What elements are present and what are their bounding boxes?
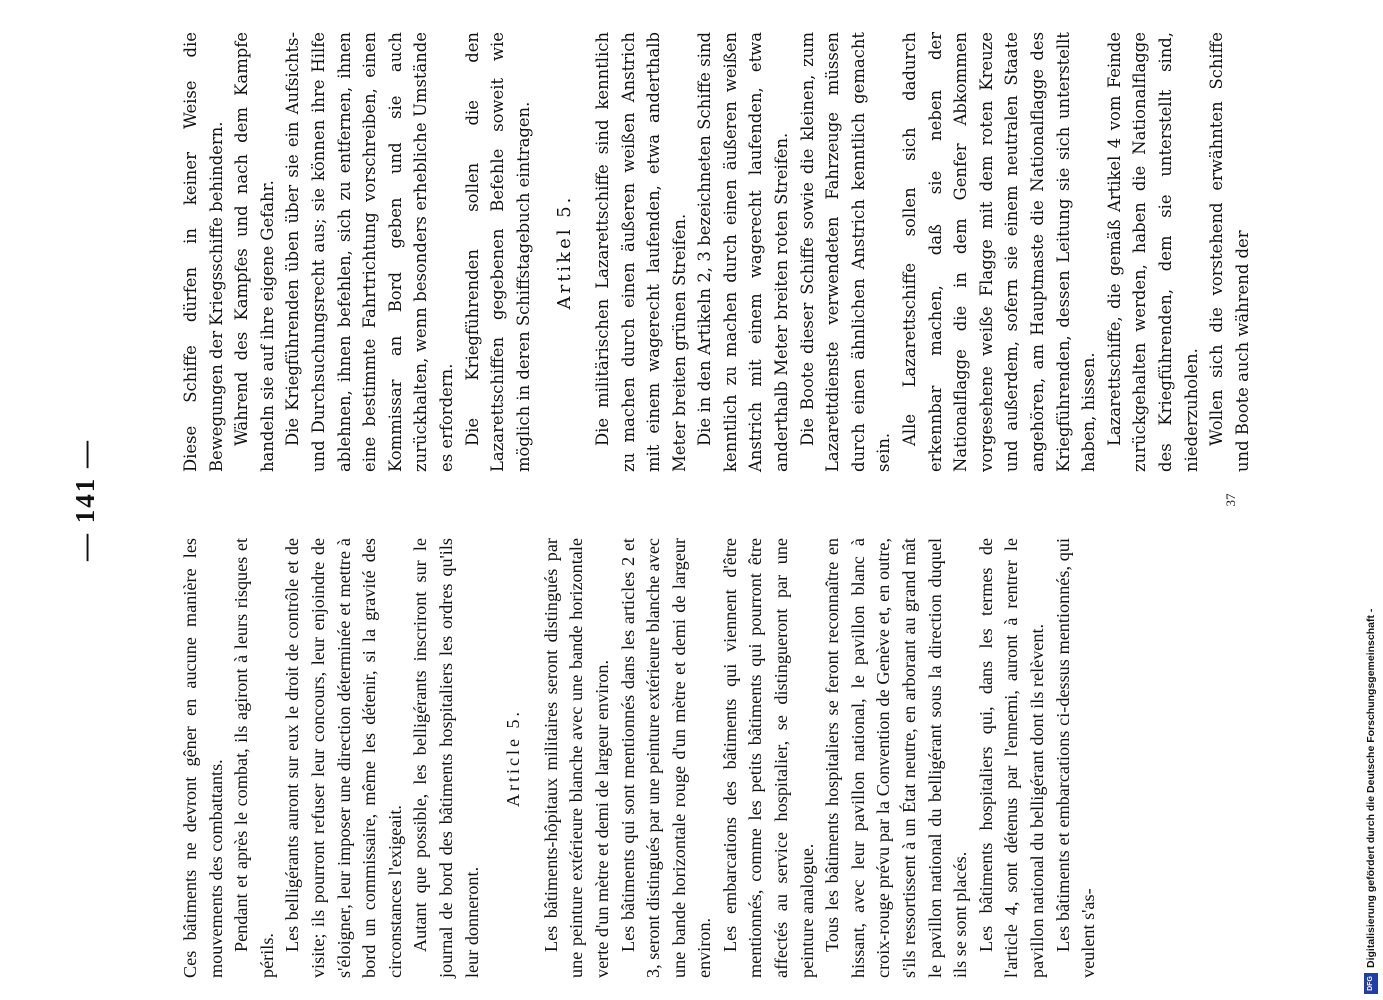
page-number: — 141 —	[70, 439, 100, 561]
article-heading: Artikel 5.	[554, 194, 576, 310]
paragraph: Die Kriegführenden üben über sie ein Aufsichts- und Durchsuchungsrecht aus; sie können ihre Hilfe ablehnen, ihnen befehlen, sich zu entfernen, ihnen eine bestimmte Fahrtrichtung vorschreiben, einen Kommissar an Bord geben und sie auch zurückhalten, wenn besonders erhebliche Umstände es erfordern.	[283, 32, 456, 472]
paragraph: Ces bâtiments ne devront gêner en aucune manière les mouvements des combattants.	[180, 538, 226, 978]
paragraph: Les belligérants auront sur eux le droit de contrôle et de visite; ils pourront refuser leur concours, leur enjoindre de s'éloigner, leur imposer une direction déterminée et mettre à bord un commissaire, même les détenir, si la gravité des circonstances l'exigeait.	[282, 538, 405, 978]
paragraph: Autant que possible, les belligérants inscriront sur le journal de bord des bâtiments hospitaliers les ordres qu'ils leur donneront.	[410, 538, 482, 978]
funding-note	[1358, 0, 1383, 1000]
paragraph: Diese Schiffe dürfen in keiner Weise die Bewegungen der Kriegsschiffe behindern.	[181, 32, 226, 472]
paragraph: Die in den Artikeln 2, 3 bezeichneten Schiffe sind kenntlich zu machen durch einen äußeren weißen Anstrich mit einem wagerecht laufenden, etwa anderthalb Meter breiten roten Streifen.	[695, 32, 792, 472]
paragraph: Wollen sich die vorstehend erwähnten Schiffe und Boote auch während der	[1207, 32, 1252, 472]
paragraph: Lazarettschiffe, die gemäß Artikel 4 vom Feinde zurückgehalten werden, haben die Nationalflagge des Kriegführenden, dem sie unterstellt sind, niederzuholen.	[1104, 32, 1201, 472]
paragraph: Die Kriegführenden sollen die den Lazarettschiffen gegebenen Befehle soweit wie möglich in deren Schiffstagebuch eintragen.	[462, 32, 533, 472]
paragraph: Les bâtiments-hôpitaux militaires seront distingués par une peinture extérieure blanche avec une bande horizontale verte d'un mètre et demi de largeur environ.	[540, 538, 612, 978]
funding-note-text: Digitalisierung gefördert durch die Deutsche Forschungsgemeinschaft -	[1364, 608, 1377, 968]
paragraph: Pendant et après le combat, ils agiront à leurs risques et périls.	[231, 538, 277, 978]
paragraph: Les bâtiments hospitaliers qui, dans les termes de l'article 4, sont détenus par l'ennemi, auront à rentrer le pavillon national du belligérant dont ils relèvent.	[975, 538, 1047, 978]
paragraph: Les bâtiments qui sont mentionnés dans les articles 2 et 3, seront distingués par une peinture extérieure blanche avec une bande horizontale rouge d'un mètre et demi de largeur environ.	[617, 538, 715, 978]
article-heading: Article 5.	[503, 709, 524, 807]
paragraph: Tous les bâtiments hospitaliers se feront reconnaître en hissant, avec leur pavillon national, le pavillon blanc à croix-rouge prévu par la Convention de Genève et, en outre, s'ils ressortissent à un État neutre, en arborant au grand mât le pavillon national du belligérant sous la direction duquel ils se sont placés.	[822, 538, 971, 978]
paragraph: Die Boote dieser Schiffe sowie die kleinen, zum Lazarettdienste verwendeten Fahrzeuge müssen durch einen ähnlichen Anstrich kenntlich gemacht sein.	[797, 32, 894, 472]
german-text-column	[178, 32, 1255, 472]
signature-mark: 37	[1223, 493, 1238, 507]
dfg-logo: DFG	[1364, 973, 1378, 994]
french-text-column	[178, 538, 1102, 978]
paragraph: Während des Kampfes und nach dem Kampfe handeln sie auf ihre eigene Gefahr.	[232, 32, 277, 472]
paragraph: Alle Lazarettschiffe sollen sich dadurch erkennbar machen, daß sie neben der Nationalflagge die in dem Genfer Abkommen vorgesehene weiße Flagge mit dem roten Kreuze und außerdem, sofern sie einem neutralen Staate angehören, am Hauptmaste die Nationalflagge des Kriegführenden, dessen Leitung sie sich unterstellt haben, hissen.	[900, 32, 1099, 472]
paragraph: Les bâtiments et embarcations ci-dessus mentionnés, qui veulent s'as-	[1052, 538, 1099, 978]
paragraph: Die militärischen Lazarettschiffe sind kenntlich zu machen durch einen äußeren weißen Anstrich mit einem wagerecht laufenden, etwa anderthalb Meter breiten grünen Streifen.	[592, 32, 689, 472]
paragraph: Les embarcations des bâtiments qui viennent d'être mentionnés, comme les petits bâtiments qui pourront être affectés au service hospitalier, se distingueront par une peinture analogue.	[719, 538, 817, 978]
